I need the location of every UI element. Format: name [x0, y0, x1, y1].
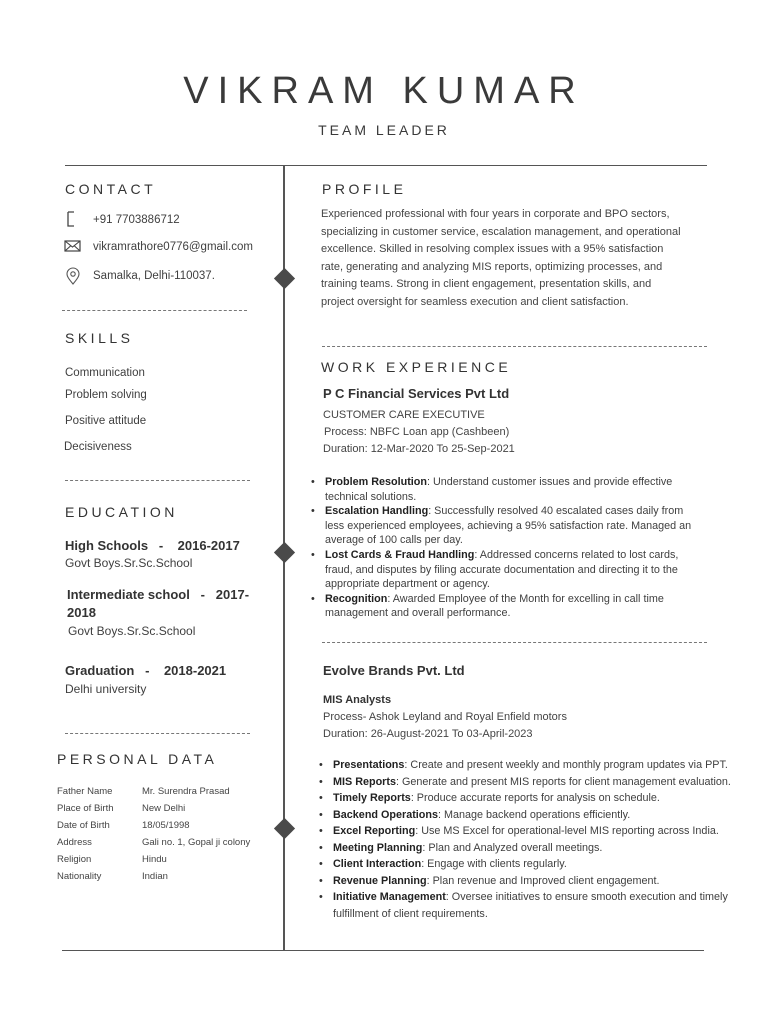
diamond-marker	[274, 542, 295, 563]
list-item: • Presentations: Create and present weekly and monthly program updates via PPT.	[319, 757, 764, 774]
company-name: P C Financial Services Pvt Ltd	[323, 386, 510, 401]
list-item: • Lost Cards & Fraud Handling: Addressed concerns related to lost cards, fraud, and disputes by filing accurate documentation and directing it to the appropriate department or agency.	[311, 548, 756, 592]
education-school: Delhi university	[65, 682, 147, 696]
section-divider	[62, 310, 247, 311]
job-responsibilities	[319, 757, 764, 922]
job-duration: Duration: 26-August-2021 To 03-April-2023	[323, 728, 533, 740]
profile-line: specializing in customer service, escalation management, and operational	[321, 225, 681, 238]
personal-value: Mr. Surendra Prasad	[142, 786, 230, 797]
location-icon	[65, 267, 81, 283]
education-heading: EDUCATION	[65, 504, 178, 520]
personal-value: Gali no. 1, Gopal ji colony	[142, 837, 251, 848]
section-divider	[65, 733, 250, 734]
education-title: High Schools - 2016-2017	[65, 538, 240, 553]
section-divider	[322, 346, 707, 347]
education-title: Graduation - 2018-2021	[65, 663, 227, 678]
list-item: • Timely Reports: Produce accurate reports for analysis on schedule.	[319, 790, 764, 807]
personal-label: Nationality	[57, 871, 102, 882]
list-item: • Recognition: Awarded Employee of the Month for excelling in call time management and overall performance.	[311, 592, 756, 621]
company-name: Evolve Brands Pvt. Ltd	[323, 663, 465, 678]
personal-data-heading: PERSONAL DATA	[57, 751, 218, 767]
skill-item: Communication	[65, 367, 145, 379]
skills-heading: SKILLS	[65, 330, 134, 346]
work-experience-heading: WORK EXPERIENCE	[321, 359, 512, 375]
list-item: • Client Interaction: Engage with clients regularly.	[319, 856, 764, 873]
job-title: CUSTOMER CARE EXECUTIVE	[323, 409, 485, 421]
phone-icon	[64, 211, 80, 227]
education-school: Govt Boys.Sr.Sc.School	[68, 624, 196, 638]
section-divider	[65, 480, 250, 481]
bottom-divider	[62, 950, 704, 951]
skill-item: Positive attitude	[65, 415, 147, 427]
contact-phone: +91 7703886712	[93, 214, 180, 226]
list-item: • Meeting Planning: Plan and Analyzed overall meetings.	[319, 840, 764, 857]
personal-label: Date of Birth	[57, 820, 110, 831]
section-divider	[322, 642, 707, 643]
education-title: Intermediate school - 2017-2018	[67, 587, 250, 620]
list-item: • Excel Reporting: Use MS Excel for operational-level MIS reporting across India.	[319, 823, 764, 840]
job-responsibilities	[311, 475, 756, 621]
profile-line: training teams. Strong in client engagement, presentation skills, and	[321, 278, 652, 290]
resume-role: TEAM LEADER	[318, 122, 450, 138]
list-item: • Escalation Handling: Successfully resolved 40 escalated cases daily from less experienced employees, achieving a 95% satisfaction rate. Managed an average of 100 calls per day.	[311, 504, 756, 548]
profile-line: rate, generating and analyzing MIS reports, optimizing processes, and	[321, 260, 663, 273]
personal-label: Place of Birth	[57, 803, 114, 814]
profile-summary	[321, 206, 721, 311]
list-item: • MIS Reports: Generate and present MIS reports for client management evaluation.	[319, 774, 764, 791]
personal-label: Address	[57, 837, 92, 848]
contact-email: vikramrathore0776@gmail.com	[93, 241, 253, 253]
diamond-marker	[274, 818, 295, 839]
profile-line: project oversight for seamless execution and client satisfaction.	[321, 295, 629, 308]
skill-item: Decisiveness	[64, 441, 132, 453]
personal-label: Father Name	[57, 786, 113, 797]
diamond-marker	[274, 268, 295, 289]
personal-value: New Delhi	[142, 803, 186, 814]
education-school: Govt Boys.Sr.Sc.School	[65, 556, 193, 570]
job-title: MIS Analysts	[323, 694, 392, 706]
list-item: • Revenue Planning: Plan revenue and Improved client engagement.	[319, 873, 764, 890]
list-item: • Backend Operations: Manage backend operations efficiently.	[319, 807, 764, 824]
job-process: Process: NBFC Loan app (Cashbeen)	[324, 426, 510, 438]
personal-label: Religion	[57, 854, 92, 865]
profile-line: excellence. Skilled in resolving complex issues with a 95% satisfaction	[321, 243, 664, 255]
job-process: Process- Ashok Leyland and Royal Enfield motors	[323, 711, 567, 723]
personal-value: Hindu	[142, 854, 167, 865]
contact-address: Samalka, Delhi-110037.	[93, 270, 215, 282]
mail-icon	[64, 239, 80, 255]
profile-heading: PROFILE	[322, 181, 407, 197]
contact-heading: CONTACT	[65, 181, 157, 197]
top-divider	[65, 165, 707, 166]
skill-item: Problem solving	[65, 389, 147, 401]
profile-line: Experienced professional with four years in corporate and BPO sectors,	[321, 208, 670, 220]
personal-value: 18/05/1998	[142, 820, 190, 831]
list-item: • Problem Resolution: Understand customer issues and provide effective technical solutions.	[311, 475, 756, 504]
list-item: • Initiative Management: Oversee initiatives to ensure smooth execution and timely fulfillment of client requirements.	[319, 889, 764, 922]
resume-name: VIKRAM KUMAR	[183, 70, 585, 112]
job-duration: Duration: 12-Mar-2020 To 25-Sep-2021	[323, 443, 515, 455]
personal-value: Indian	[142, 871, 168, 882]
